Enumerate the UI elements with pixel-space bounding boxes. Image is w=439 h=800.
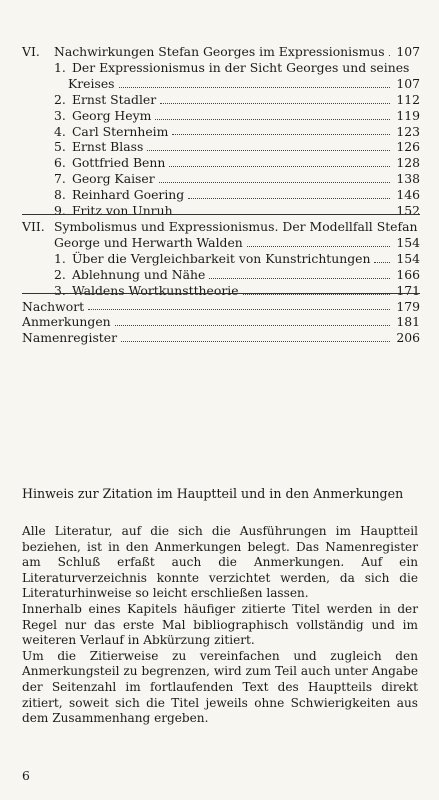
page-number: 138 xyxy=(396,171,420,187)
toc-entry xyxy=(22,283,420,299)
dot-leader xyxy=(121,341,390,342)
entry-title: Ablehnung und Nähe xyxy=(71,266,206,282)
divider xyxy=(22,214,420,215)
chapter-number: VII. xyxy=(22,218,45,234)
entry-title: Über die Vergleichbarkeit von Kunstrichtungen xyxy=(71,250,371,266)
toc-back-entry xyxy=(22,330,420,346)
page-number: 107 xyxy=(396,44,420,59)
page-number: 123 xyxy=(396,123,420,139)
table-of-contents xyxy=(22,44,420,346)
entry-title: Ernst Stadler xyxy=(71,91,157,107)
page-number: 166 xyxy=(396,266,420,282)
page-number: 112 xyxy=(396,91,420,107)
page-number: 179 xyxy=(396,298,420,314)
dot-leader xyxy=(172,134,390,135)
entry-title: Nachwort xyxy=(22,298,85,314)
page-number: 154 xyxy=(396,234,420,250)
page-number: 126 xyxy=(396,139,420,155)
page-number: 154 xyxy=(396,250,420,266)
entry-number: 6. xyxy=(54,155,66,171)
chapter-title: Symbolismus und Expressionismus. Der Modellfall Stefan xyxy=(54,218,418,234)
entry-number: 3. xyxy=(54,107,66,123)
entry-number: 1. xyxy=(54,250,66,266)
dot-leader xyxy=(119,87,390,88)
dot-leader xyxy=(160,103,390,104)
chapter-number: VI. xyxy=(22,44,40,59)
toc-chapter-6 xyxy=(22,44,420,60)
note-paragraph: Um die Zitierweise zu vereinfachen und zugleich den Anmerkungsteil zu begrenzen, wird zum Teil auch unter Angabe der Seitenzahl im fortlaufenden Text des Hauptteils direkt zitiert, soweit sich die Titel jeweils ohne Schwierigkeiten aus dem Zusammenhang ergeben. xyxy=(22,648,418,726)
entry-title: Der Expressionismus in der Sicht Georges und seines xyxy=(71,59,410,75)
divider xyxy=(22,293,420,294)
dot-leader xyxy=(209,278,390,279)
toc-back-entry xyxy=(22,299,420,315)
toc-entry-continued xyxy=(22,76,420,92)
chapter-title-continued: George und Herwarth Walden xyxy=(54,234,243,250)
toc-entry xyxy=(22,124,420,140)
entry-title: Gottfried Benn xyxy=(71,155,166,171)
page-number: 171 xyxy=(396,282,420,298)
entry-title: Georg Kaiser xyxy=(71,171,155,187)
entry-title: Reinhard Goering xyxy=(71,187,185,203)
note-heading: Hinweis zur Zitation im Hauptteil und in den Anmerkungen xyxy=(22,486,404,501)
toc-entry xyxy=(22,92,420,108)
note-body xyxy=(22,524,418,727)
toc-entry xyxy=(22,155,420,171)
toc-entry xyxy=(22,203,420,219)
toc-entry xyxy=(22,171,420,187)
toc-entry xyxy=(22,251,420,267)
entry-number: 3. xyxy=(54,282,66,298)
entry-number: 2. xyxy=(54,266,66,282)
toc-chapter-7-continued xyxy=(22,235,420,251)
page-number: 119 xyxy=(396,107,420,123)
toc-entry xyxy=(22,187,420,203)
dot-leader xyxy=(389,55,390,56)
toc-entry xyxy=(22,267,420,283)
dot-leader xyxy=(169,166,390,167)
entry-title: Namenregister xyxy=(22,330,118,346)
entry-title: Carl Sternheim xyxy=(71,123,169,139)
page-folio: 6 xyxy=(22,768,30,783)
entry-title: Fritz von Unruh xyxy=(71,203,173,219)
entry-title-continued: Kreises xyxy=(68,75,115,91)
page-number: 107 xyxy=(396,75,420,91)
entry-title: Waldens Wortkunsttheorie xyxy=(71,282,239,298)
entry-number: 8. xyxy=(54,187,66,203)
dot-leader xyxy=(247,246,390,247)
page-number: 146 xyxy=(396,187,420,203)
dot-leader xyxy=(88,309,390,310)
dot-leader xyxy=(155,119,390,120)
page-number: 152 xyxy=(396,203,420,219)
entry-number: 7. xyxy=(54,171,66,187)
page-number: 181 xyxy=(396,314,420,330)
note-paragraph: Innerhalb eines Kapitels häufiger zitierte Titel werden in der Regel nur das erste Mal bibliographisch vollständig und im weiteren Verlauf in Abkürzung zitiert. xyxy=(22,601,418,648)
entry-title: Georg Heym xyxy=(71,107,152,123)
chapter-title: Nachwirkungen Stefan Georges im Expressionismus xyxy=(54,44,385,59)
dot-leader xyxy=(147,150,390,151)
dot-leader xyxy=(159,182,390,183)
entry-title: Ernst Blass xyxy=(71,139,144,155)
toc-entry xyxy=(22,139,420,155)
entry-number: 2. xyxy=(54,91,66,107)
toc-entry xyxy=(22,60,420,76)
toc-entry xyxy=(22,108,420,124)
entry-title: Anmerkungen xyxy=(22,314,111,330)
entry-number: 1. xyxy=(54,59,66,75)
dot-leader xyxy=(374,262,390,263)
page-number: 128 xyxy=(396,155,420,171)
entry-number: 5. xyxy=(54,139,66,155)
dot-leader xyxy=(188,198,390,199)
toc-chapter-7 xyxy=(22,219,420,235)
dot-leader xyxy=(115,325,390,326)
note-paragraph: Alle Literatur, auf die sich die Ausführungen im Hauptteil beziehen, ist in den Anmerkungen belegt. Das Namenregister am Schluß erfaßt auch die Anmerkungen. Auf ein Literaturverzeichnis konnte verzichtet werden, da sich die Literaturhinweise so leicht erschließen lassen. xyxy=(22,524,418,601)
toc-back-entry xyxy=(22,314,420,330)
page-number: 206 xyxy=(396,330,420,346)
entry-number: 9. xyxy=(54,203,66,219)
entry-number: 4. xyxy=(54,123,66,139)
